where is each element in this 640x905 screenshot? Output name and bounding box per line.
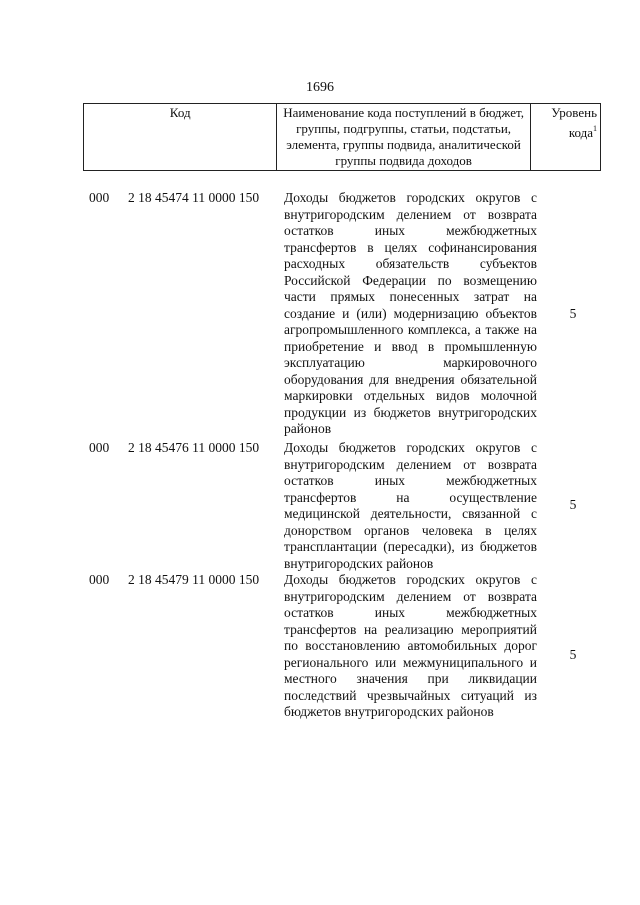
- row-description: Доходы бюджетов городских округов с внутригородским делением от возврата остатков иных межбюджетных трансфертов на реализацию мероприятий по восстановлению автомобильных дорог регионального или межмуниципального и местного значения при ликвидации последствий чрезвычайных ситуаций из бюджетов внутригородских районов: [284, 572, 537, 719]
- row-code: 2 18 45479 11 0000 150: [128, 572, 260, 587]
- row-description: Доходы бюджетов городских округов с внутригородским делением от возврата остатков иных межбюджетных трансфертов в целях софинансирования расходных обязательств субъектов Российской Федерации по возмещению части прямых понесенных затрат на создание и (или) модернизацию объектов агропромышленного комплекса, а также на приобретение и ввод в промышленную эксплуатацию маркировочного оборудования для внедрения обязательной маркировки отдельных видов молочной продукции из бюджетов внутригородских районов: [284, 190, 537, 436]
- page-number: 1696: [306, 80, 334, 95]
- row-level: 5: [569, 497, 577, 512]
- row-level: 5: [569, 647, 577, 662]
- row-description: Доходы бюджетов городских округов с внутригородским делением от возврата остатков иных межбюджетных трансфертов на осуществление медицинской деятельности, связанной с донорством органов человека в целях трансплантации (пересадки), из бюджетов внутригородских районов: [284, 440, 537, 571]
- row-code: 2 18 45474 11 0000 150: [128, 190, 260, 205]
- row-prefix: 000: [89, 190, 110, 205]
- row-level: 5: [569, 306, 577, 321]
- header-level: [530, 104, 600, 171]
- row-prefix: 000: [89, 572, 110, 587]
- header-code: Код: [84, 104, 277, 171]
- row-code: 2 18 45476 11 0000 150: [128, 440, 260, 455]
- header-level-footnote: 1: [593, 124, 597, 133]
- table-header: [83, 103, 601, 171]
- header-name: Наименование кода поступлений в бюджет, группы, подгруппы, статьи, подстатьи, элемента, группы подвида, аналитической группы подвида доходов: [277, 104, 530, 171]
- row-prefix: 000: [89, 440, 110, 455]
- header-level-label: Уровень кода: [551, 105, 597, 140]
